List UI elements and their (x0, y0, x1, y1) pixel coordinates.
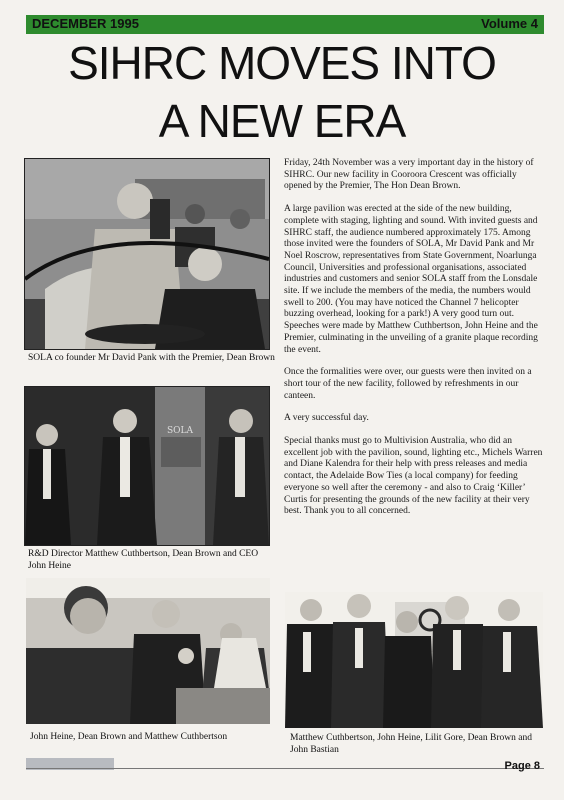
article-paragraph: Once the formalities were over, our guests were then invited on a short tour of the new facility, followed by refreshments in our canteen. (284, 367, 532, 401)
article-paragraph: Special thanks must go to Multivision Australia, who did an excellent job with the pavilion, sound, lighting etc., Michels Warren and Diane Kalendra for their help with press releases and media contact, the Adelaide Bow Ties (a local company) for feeding everyone so well after the ceremony - and also to Craig ‘Killer’ Curtis for presenting the grounds of the new facility at their very best. Thank you to all concerned. (284, 436, 543, 517)
issue-date: DECEMBER 1995 (32, 16, 139, 31)
page-number: Page 8 (504, 760, 540, 772)
article-body (284, 158, 544, 529)
article-paragraph: A very successful day. (284, 413, 369, 424)
article-paragraph: Speeches were made by Matthew Cuthbertson, John Heine and the Premier, culminating in the unveiling of a granite plaque recording the event. (284, 321, 538, 355)
caption-photo-4: Matthew Cuthbertson, John Heine, Lilit Gore, Dean Brown and John Bastian (290, 733, 532, 755)
headline-line-1: SIHRC MOVES INTO (68, 37, 496, 89)
photo-five-guests (285, 592, 543, 728)
footer-divider (26, 768, 544, 769)
photo-pank-premier (24, 158, 270, 350)
volume-label: Volume 4 (481, 16, 538, 31)
headline-line-2: A NEW ERA (158, 95, 406, 147)
sola-sign-text: SOLA (166, 426, 194, 436)
article-paragraph: A large pavilion was erected at the side of the new building, complete with staging, lighting and sound. With invited guests and SIHRC staff, the audience numbered approximately 175. Among those invited were the founders of SOLA, Mr David Pank and Mr Noel Roscrow, representatives from State Government, Noarlunga Council, Universities and professional organisations, associated industries and customers and senior SOLA staff from the Lonsdale site. If we include the members of the media, the numbers would swell to 200. (You may have noticed the Channel 7 helicopter buzzing overhead, looking for a park!) A very good turn out. (284, 204, 538, 320)
caption-photo-1: SOLA co founder Mr David Pank with the Premier, Dean Brown (28, 353, 275, 363)
caption-photo-2: R&D Director Matthew Cuthbertson, Dean Brown and CEO John Heine (28, 549, 259, 571)
photo-heine-brown-cuthbertson (26, 578, 270, 724)
photo-cuthbertson-brown-heine (24, 386, 270, 546)
article-paragraph: Friday, 24th November was a very important day in the history of SIHRC. Our new facility in Cooroora Crescent was officially opened by the Premier, The Hon Dean Brown. (284, 158, 534, 192)
caption-photo-3: John Heine, Dean Brown and Matthew Cuthbertson (30, 732, 228, 742)
header-banner (26, 15, 544, 34)
